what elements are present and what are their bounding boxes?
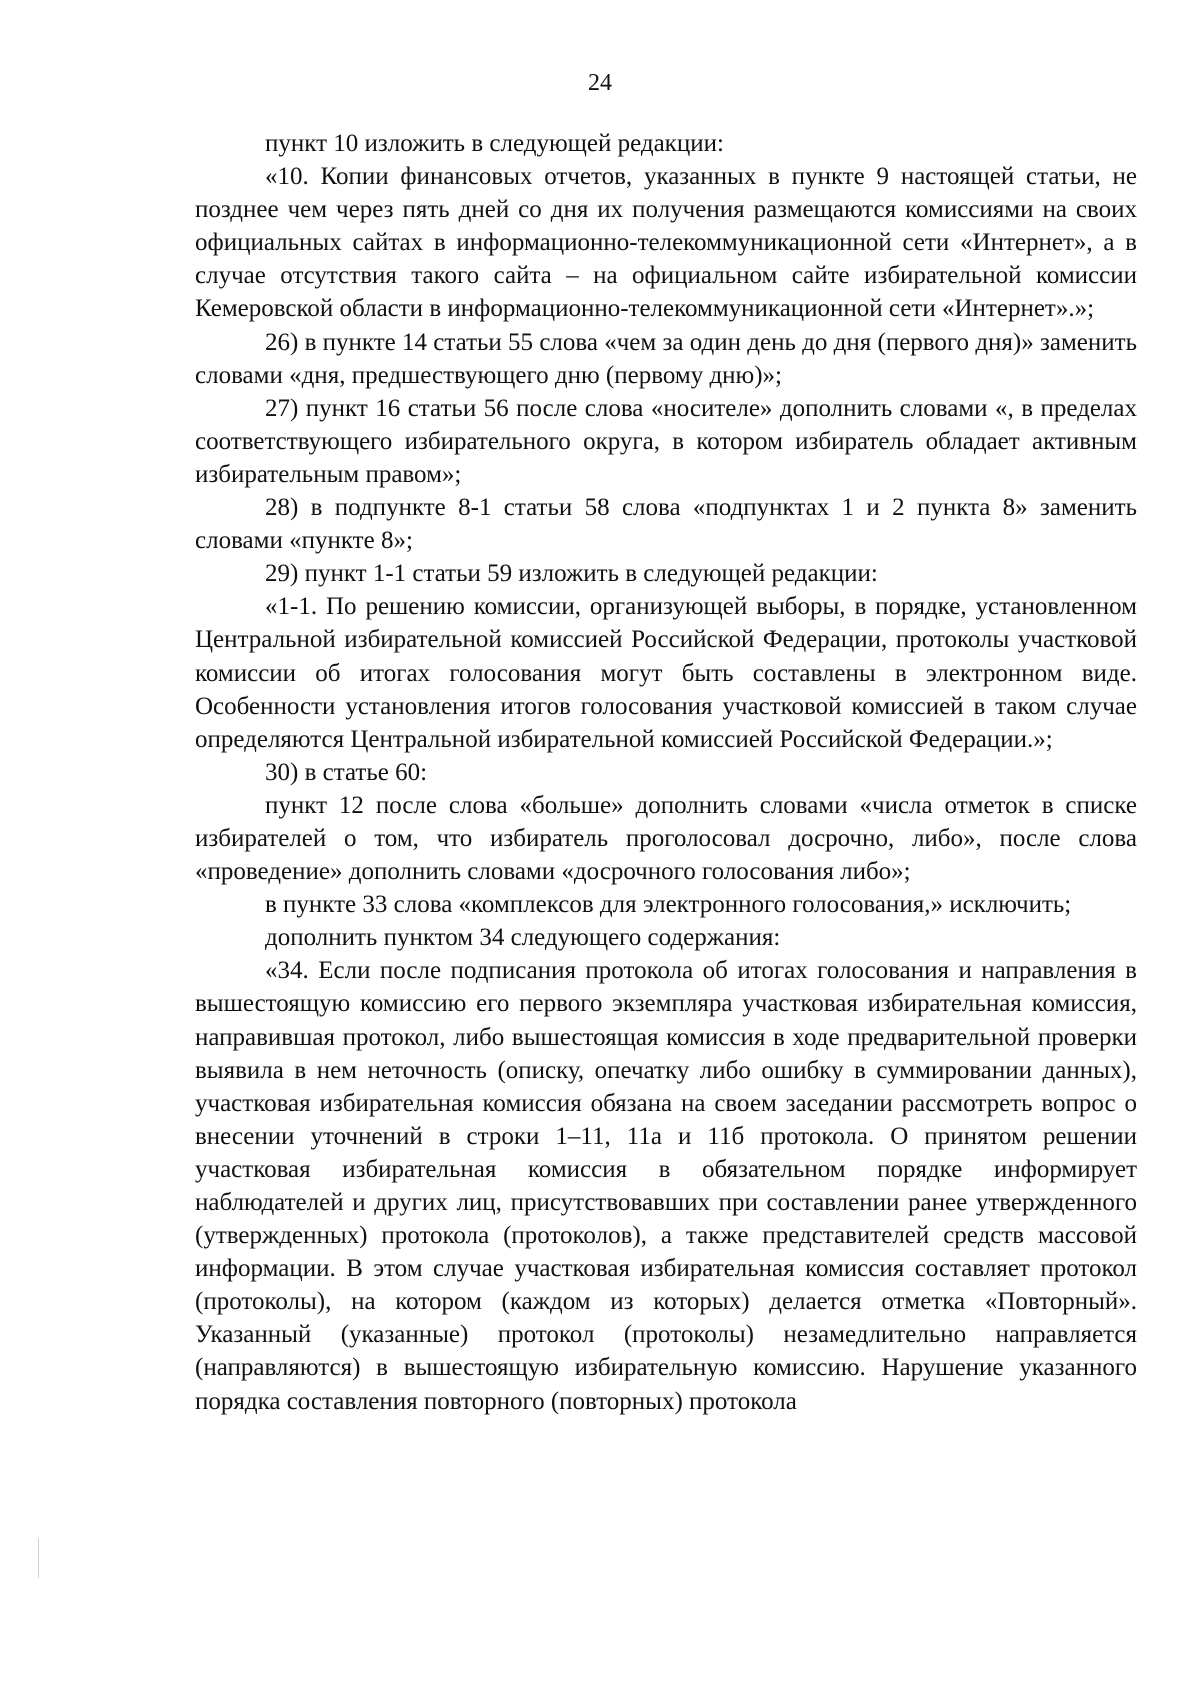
page-number: 24 xyxy=(588,70,612,96)
paragraph-6: 29) пункт 1-1 статьи 59 изложить в следующей редакции: xyxy=(265,560,878,588)
paragraph-8: 30) в статье 60: xyxy=(265,758,428,786)
paragraph-7: «1-1. По решению комиссии, организующей выборы, в порядке, установленном Центральной избирательной комиссией Российской Федерации, протоколы участковой комиссии об итогах голосования могут быть составлены в электронном виде. Особенности установления итогов голосования участковой комиссией в таком случае определяются Центральной избирательной комиссией Российской Федерации.»; xyxy=(195,593,1137,753)
paragraph-5: 28) в подпункте 8-1 статьи 58 слова «подпунктах 1 и 2 пункта 8» заменить словами «пункте 8»; xyxy=(195,494,1137,555)
paragraph-12: «34. Если после подписания протокола об итогах голосования и направления в вышестоящую комиссию его первого экземпляра участковая избирательная комиссия, направившая протокол, либо вышестоящая комиссия в ходе предварительной проверки выявила в нем неточность (описку, опечатку либо ошибку в суммировании данных), участковая избирательная комиссия обязана на своем заседании рассмотреть вопрос о внесении уточнений в строки 1–11, 11а и 11б протокола. О принятом решении участковая избирательная комиссия в обязательном порядке информирует наблюдателей и других лиц, присутствовавших при составлении ранее утвержденного (утвержденных) протокола (протоколов), а также представителей средств массовой информации. В этом случае участковая избирательная комиссия составляет протокол (протоколы), на котором (каждом из которых) делается отметка «Повторный». Указанный (указанные) протокол (протоколы) незамедлительно направляется (направляются) в вышестоящую избирательную комиссию. Нарушение указанного порядка составления повторного (повторных) протокола xyxy=(195,957,1137,1415)
paragraph-10: в пункте 33 слова «комплексов для электронного голосования,» исключить; xyxy=(265,891,1072,919)
paragraph-4: 27) пункт 16 статьи 56 после слова «носителе» дополнить словами «, в пределах соответствующего избирательного округа, в котором избиратель обладает активным избирательным правом»; xyxy=(195,394,1137,488)
paragraph-11: дополнить пунктом 34 следующего содержания: xyxy=(265,924,781,952)
paragraph-3: 26) в пункте 14 статьи 55 слова «чем за один день до дня (первого дня)» заменить словами «дня, предшествующего дню (первому дню)»; xyxy=(195,328,1137,389)
document-body xyxy=(195,127,1137,1418)
paragraph-2: «10. Копии финансовых отчетов, указанных в пункте 9 настоящей статьи, не позднее чем через пять дней со дня их получения размещаются комиссиями на своих официальных сайтах в информационно-телекоммуникационной сети «Интернет», а в случае отсутствия такого сайта – на официальном сайте избирательной комиссии Кемеровской области в информационно-телекоммуникационной сети «Интернет».»; xyxy=(195,163,1137,323)
paragraph-1: пункт 10 изложить в следующей редакции: xyxy=(265,130,724,157)
paragraph-9: пункт 12 после слова «больше» дополнить словами «числа отметок в списке избирателей о том, что избиратель проголосовал досрочно, либо», после слова «проведение» дополнить словами «досрочного голосования либо»; xyxy=(195,791,1137,886)
scan-margin-mark xyxy=(38,1538,39,1578)
